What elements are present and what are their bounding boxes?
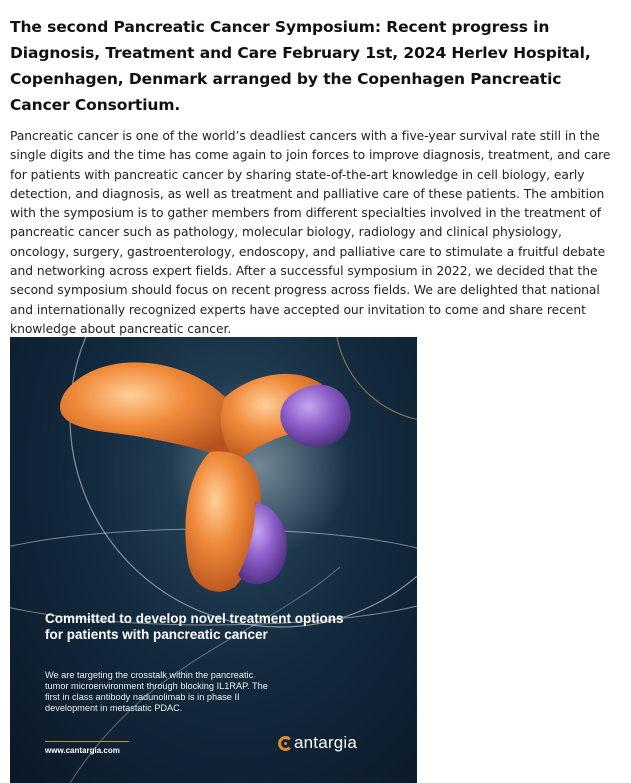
article-body: Pancreatic cancer is one of the world’s deadliest cancers with a five-year survival rate still in the single digits and the time has come again to join forces to improve diagnosis, treatment, and care for patients with pancreatic cancer by sharing state-of-the-art knowledge in cell biology, early detection, and diagnosis, as well as treatment and palliative care of these patients. The ambition with the symposium is to gather members from different specialties involved in the treatment of pancreatic cancer such as pathology, molecular biology, radiology and clinical physiology, oncology, surgery, gastroenterology, endoscopy, and palliative care to stimulate a fruitful debate and networking across expert fields. After a successful symposium in 2022, we decided that the second symposium should focus on recent progress across fields. We are delighted that national and internationally recognized experts have accepted our invitation to come and share recent knowledge about pancreatic cancer.: [10, 129, 611, 336]
article-title: The second Pancreatic Cancer Symposium: Recent progress in Diagnosis, Treatment and Care February 1st, 2024 Herlev Hospital, Copenhagen, Denmark arranged by the Copenhagen Pancreatic Cancer Consortium.: [10, 18, 591, 114]
advert-body: We are targeting the crosstalk within the pancreatic tumor microenvironment through blocking IL1RAP. The first in class antibody nadunolimab is in phase II development in metastatic PDAC.: [45, 670, 268, 713]
cantargia-logo: [278, 733, 357, 753]
article: [10, 14, 622, 366]
advert-url[interactable]: www.cantargia.com: [45, 746, 120, 755]
antibody-molecule-illustration: [10, 337, 417, 783]
cantargia-logo-text: antargia: [294, 733, 358, 752]
advert-divider: [45, 741, 129, 742]
cantargia-logo-icon: [278, 736, 293, 751]
cantargia-advert: [10, 337, 417, 783]
advert-headline: Committed to develop novel treatment options for patients with pancreatic cancer: [45, 611, 344, 642]
